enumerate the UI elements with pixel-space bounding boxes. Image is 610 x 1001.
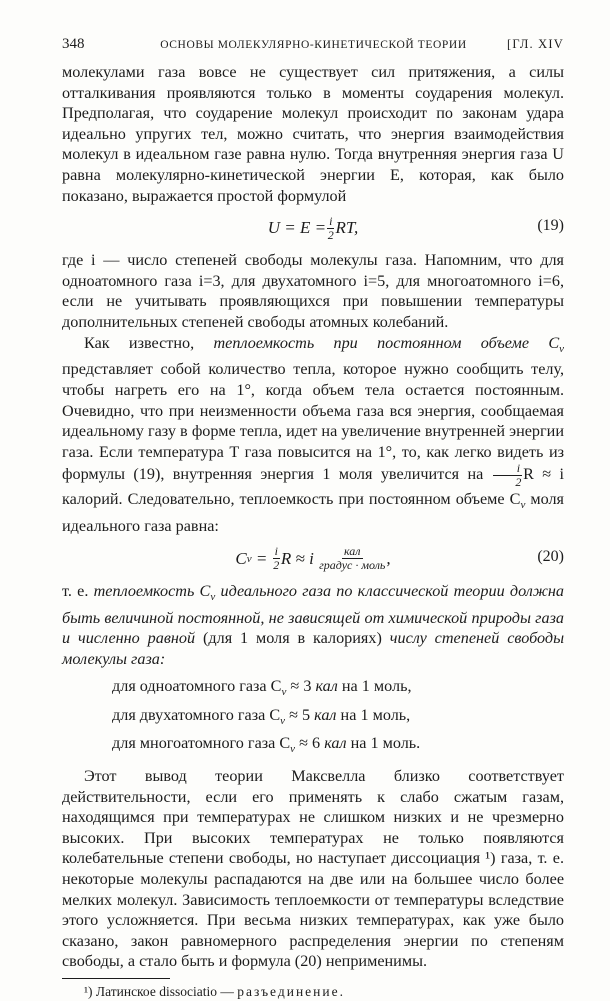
page-header xyxy=(62,36,564,62)
footnote xyxy=(62,983,564,1001)
paragraph-4 xyxy=(62,581,564,670)
eq20-frac-num: i xyxy=(274,544,278,559)
item-sub: v xyxy=(281,686,287,699)
p3-frac-num: i xyxy=(493,462,522,476)
p3-text-c: представляет собой количество тепла, которое нужно сообщить телу, чтобы нагреть его на 1°, когда объем тела остается постоянным. Очевидно, что при неизменности объема газа вся энергия, сообщаемая идеальному газу в форме тепла, идет на увеличение внутренней энергии газа. Если температура T газа повысится на 1°, то, как легко видеть из формулы (19), внутренняя энергия 1 моля увеличится на xyxy=(62,360,564,484)
eq19-frac-den: 2 xyxy=(327,227,334,242)
item-pre: для двухатомного газа C xyxy=(112,705,281,724)
eq20-unit xyxy=(319,545,385,572)
p3-sub-2: v xyxy=(520,499,526,512)
chapter-label: [ГЛ. XIV xyxy=(507,37,564,51)
eq20-eq: = xyxy=(255,548,268,568)
eq19-number: (19) xyxy=(537,217,564,235)
p4-sub: v xyxy=(210,590,216,603)
item-unit: кал xyxy=(314,705,337,724)
eq20-unit-den: градус · моль xyxy=(319,558,386,573)
paragraph-2: где i — число степеней свободы молекулы газа. Напомним, что для одноатомного газа i=3, для двухатомного i=5, для многоатомного i=6, если не учитывать проявляющихся при повышении температуры дополнительных степеней свободы атомных колебаний. xyxy=(62,251,564,331)
p3-text-e: моля идеального газа равна: xyxy=(62,490,565,536)
item-pre: для одноатомного газа C xyxy=(112,677,282,696)
p4-italic-c: идеального газа по классической теории должна быть величиной постоянной, не зависящей от химической природы газа и численно равной xyxy=(62,581,565,648)
item-sub: v xyxy=(280,714,286,727)
equation-20 xyxy=(62,537,564,581)
eq20-unit-num: кал xyxy=(343,544,361,559)
eq20-fraction xyxy=(273,545,280,572)
eq19-fraction xyxy=(327,215,334,242)
eq20-mid: R ≈ i xyxy=(280,548,314,568)
p3-term: теплоемкость при постоянном объеме C xyxy=(213,333,560,352)
eq20-number: (20) xyxy=(537,547,564,565)
paragraph-1: молекулами газа вовсе не существует сил притяжения, а силы отталкивания проявляются только в моменты соударения молекул. Предполагая, что соударение молекул происходит по законам удара идеально упругих тел, можно считать, что энергия взаимодействия молекул в идеальном газе равна нулю. Тогда внутренняя энергия газа U равна молекулярно-кинетической энергии E, которая, как было показано, выражается простой формулой xyxy=(62,63,564,205)
p3-frac-den: 2 xyxy=(515,475,522,490)
eq20-comma: , xyxy=(386,548,391,568)
book-page xyxy=(62,36,564,1001)
p3-text-d: R ≈ i калорий. Следовательно, теплоемкость при постоянном объеме C xyxy=(62,465,565,509)
item-unit: кал xyxy=(324,733,347,752)
footnote-divider xyxy=(62,978,170,979)
running-title: ОСНОВЫ МОЛЕКУЛЯРНО-КИНЕТИЧЕСКОЙ ТЕОРИИ xyxy=(160,39,467,51)
eq19-frac-num: i xyxy=(329,213,333,228)
eq20-sub: v xyxy=(246,552,252,565)
footnote-spaced-word: разъединение. xyxy=(237,984,345,999)
p4-italic-e: числу степеней свободы молекулы газа: xyxy=(62,629,565,668)
p4-text-a: т. е. xyxy=(62,581,89,600)
eq19-rhs: RT, xyxy=(335,218,359,238)
item-post: на 1 моль, xyxy=(341,677,412,696)
p4-term: теплоемкость C xyxy=(93,581,211,600)
eq19-lhs: U = E = xyxy=(267,218,327,238)
item-unit: кал xyxy=(315,677,338,696)
paragraph-3 xyxy=(62,333,564,537)
item-sub: v xyxy=(290,743,296,756)
p4-text-d: (для 1 моля в калориях) xyxy=(202,629,382,648)
p3-sub: v xyxy=(559,342,565,355)
item-post: на 1 моль, xyxy=(340,705,411,724)
p3-text-a: Как известно, xyxy=(84,333,195,352)
page-number: 348 xyxy=(62,36,85,52)
list-item xyxy=(112,732,564,760)
item-pre: для многоатомного газа C xyxy=(112,733,291,752)
footnote-mark: ¹) xyxy=(84,984,93,999)
equation-19 xyxy=(62,206,564,250)
eq20-frac-den: 2 xyxy=(273,558,280,573)
item-val: ≈ 6 xyxy=(299,733,321,752)
list-item xyxy=(112,704,564,732)
heat-capacity-list xyxy=(112,675,564,760)
eq20-lhs: C xyxy=(235,548,247,568)
item-val: ≈ 5 xyxy=(289,705,311,724)
item-post: на 1 моль. xyxy=(350,733,421,752)
paragraph-5: Этот вывод теории Максвелла близко соответствует действительности, если его применять к слабо сжатым газам, находящимся при температурах не слишком низких и не чрезмерно высоких. При высоких температурах не только появляются колебательные степени свободы, но наступает диссоциация ¹) газа, т. е. некоторые молекулы распадаются на две или на большее число более мелких молекул. Зависимость теплоемкости от температуры вследствие этого усложняется. При весьма низких температурах, как уже было сказано, закон равномерного распределения энергии по степеням свободы, а стало быть и формула (20) неприменимы. xyxy=(62,767,564,971)
p3-fraction xyxy=(493,462,522,489)
list-item xyxy=(112,675,564,703)
footnote-text: Латинское dissociatio — xyxy=(95,984,234,999)
item-val: ≈ 3 xyxy=(290,677,312,696)
